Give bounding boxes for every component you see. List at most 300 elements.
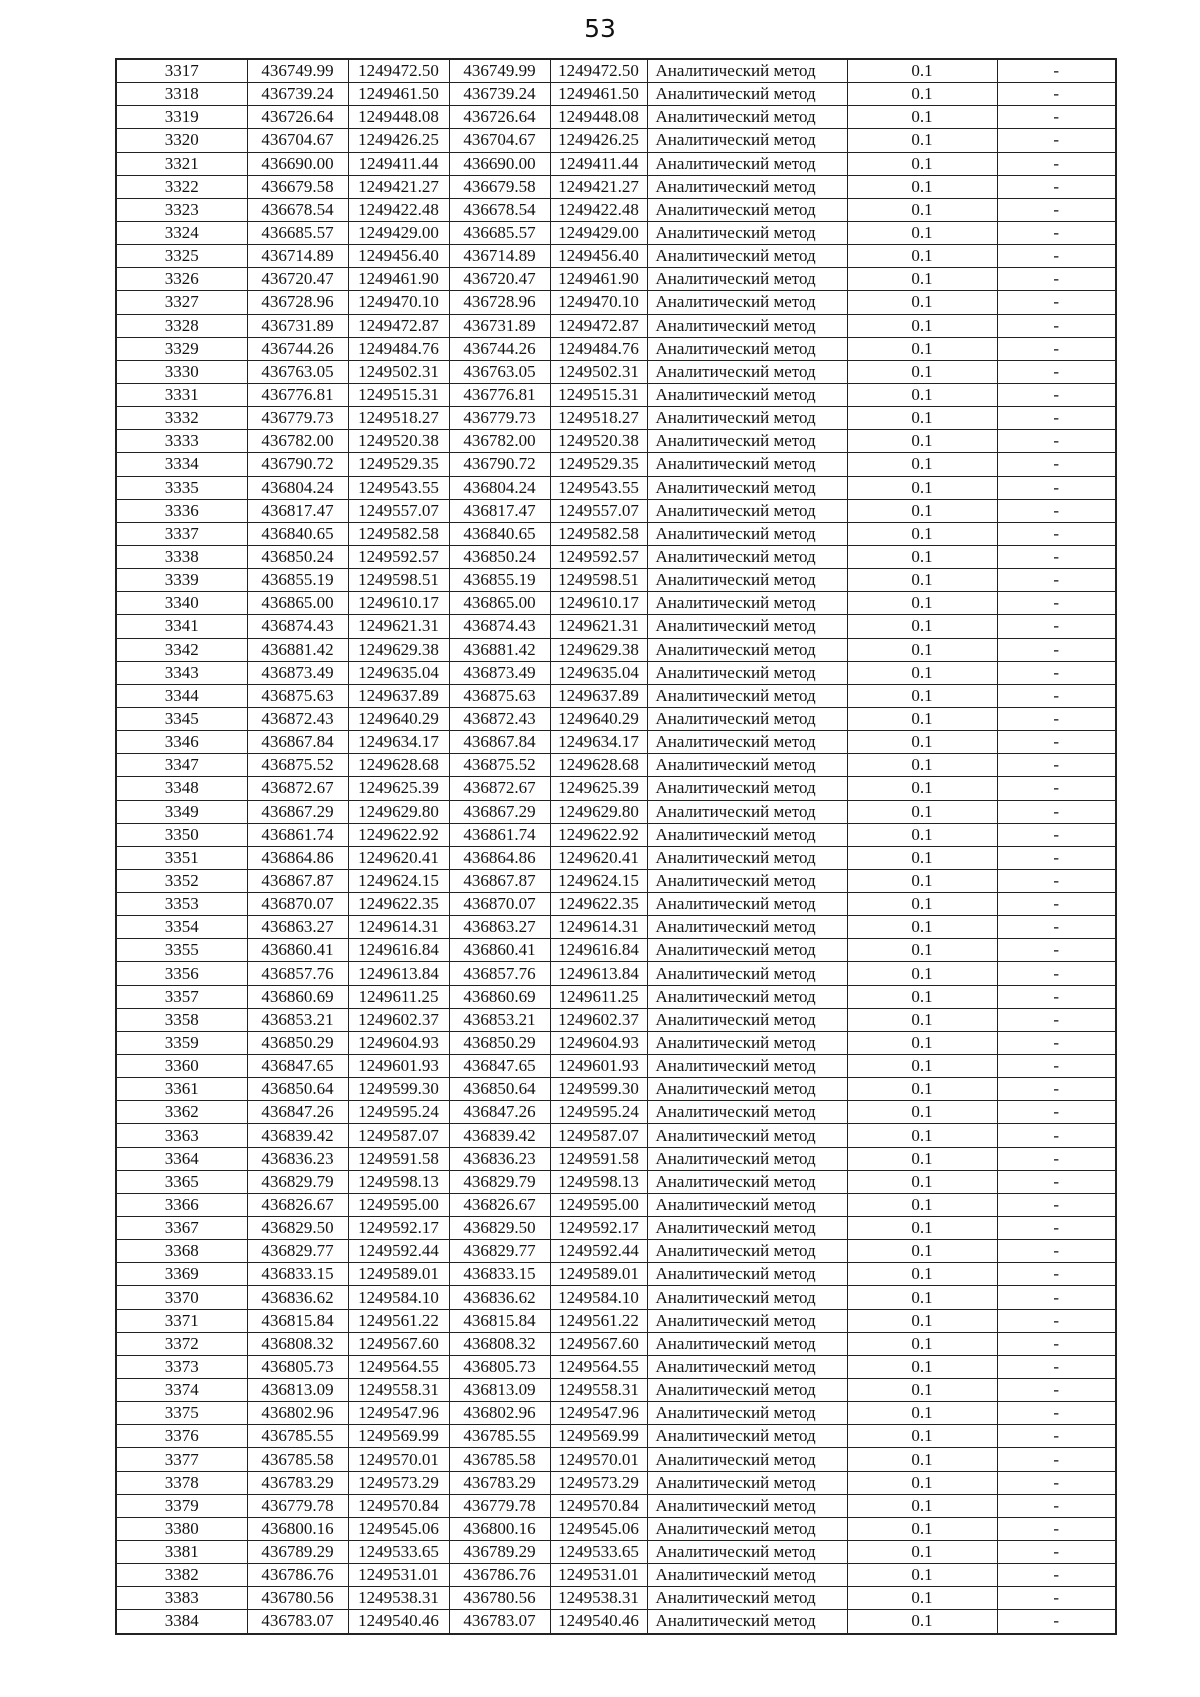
method-cell: Аналитический метод — [647, 592, 847, 615]
method-cell: Аналитический метод — [647, 1170, 847, 1193]
x-existing-cell: 436783.29 — [247, 1471, 348, 1494]
method-cell: Аналитический метод — [647, 1240, 847, 1263]
x-new-cell: 436779.78 — [449, 1494, 550, 1517]
point-number-cell: 3342 — [116, 638, 247, 661]
note-cell: - — [997, 407, 1116, 430]
table-row — [116, 800, 1116, 823]
x-new-cell: 436853.21 — [449, 1008, 550, 1031]
point-number-cell: 3372 — [116, 1332, 247, 1355]
note-cell: - — [997, 545, 1116, 568]
y-existing-cell: 1249529.35 — [348, 453, 449, 476]
x-new-cell: 436867.29 — [449, 800, 550, 823]
y-existing-cell: 1249531.01 — [348, 1564, 449, 1587]
note-cell: - — [997, 985, 1116, 1008]
method-cell: Аналитический метод — [647, 823, 847, 846]
y-new-cell: 1249613.84 — [550, 962, 647, 985]
accuracy-cell: 0.1 — [847, 569, 997, 592]
x-new-cell: 436749.99 — [449, 59, 550, 83]
method-cell: Аналитический метод — [647, 985, 847, 1008]
x-existing-cell: 436863.27 — [247, 916, 348, 939]
x-existing-cell: 436874.43 — [247, 615, 348, 638]
x-new-cell: 436875.63 — [449, 684, 550, 707]
x-new-cell: 436786.76 — [449, 1564, 550, 1587]
x-existing-cell: 436872.67 — [247, 777, 348, 800]
table-row — [116, 731, 1116, 754]
y-new-cell: 1249461.50 — [550, 83, 647, 106]
y-new-cell: 1249624.15 — [550, 869, 647, 892]
accuracy-cell: 0.1 — [847, 1471, 997, 1494]
accuracy-cell: 0.1 — [847, 221, 997, 244]
point-number-cell: 3378 — [116, 1471, 247, 1494]
x-new-cell: 436783.29 — [449, 1471, 550, 1494]
method-cell: Аналитический метод — [647, 1564, 847, 1587]
x-existing-cell: 436780.56 — [247, 1587, 348, 1610]
y-existing-cell: 1249533.65 — [348, 1541, 449, 1564]
y-new-cell: 1249421.27 — [550, 175, 647, 198]
point-number-cell: 3325 — [116, 245, 247, 268]
point-number-cell: 3332 — [116, 407, 247, 430]
method-cell: Аналитический метод — [647, 129, 847, 152]
y-new-cell: 1249584.10 — [550, 1286, 647, 1309]
y-new-cell: 1249622.92 — [550, 823, 647, 846]
point-number-cell: 3381 — [116, 1541, 247, 1564]
y-new-cell: 1249595.00 — [550, 1193, 647, 1216]
accuracy-cell: 0.1 — [847, 476, 997, 499]
accuracy-cell: 0.1 — [847, 522, 997, 545]
y-new-cell: 1249622.35 — [550, 893, 647, 916]
x-new-cell: 436864.86 — [449, 846, 550, 869]
y-existing-cell: 1249616.84 — [348, 939, 449, 962]
x-existing-cell: 436850.64 — [247, 1078, 348, 1101]
point-number-cell: 3367 — [116, 1217, 247, 1240]
accuracy-cell: 0.1 — [847, 1240, 997, 1263]
note-cell: - — [997, 1587, 1116, 1610]
x-existing-cell: 436802.96 — [247, 1402, 348, 1425]
method-cell: Аналитический метод — [647, 337, 847, 360]
x-new-cell: 436847.26 — [449, 1101, 550, 1124]
method-cell: Аналитический метод — [647, 1147, 847, 1170]
point-number-cell: 3346 — [116, 731, 247, 754]
y-new-cell: 1249625.39 — [550, 777, 647, 800]
y-existing-cell: 1249472.50 — [348, 59, 449, 83]
method-cell: Аналитический метод — [647, 499, 847, 522]
note-cell: - — [997, 1564, 1116, 1587]
point-number-cell: 3338 — [116, 545, 247, 568]
method-cell: Аналитический метод — [647, 430, 847, 453]
table-row — [116, 453, 1116, 476]
y-new-cell: 1249620.41 — [550, 846, 647, 869]
x-new-cell: 436850.64 — [449, 1078, 550, 1101]
point-number-cell: 3331 — [116, 383, 247, 406]
point-number-cell: 3369 — [116, 1263, 247, 1286]
accuracy-cell: 0.1 — [847, 823, 997, 846]
table-row — [116, 592, 1116, 615]
point-number-cell: 3340 — [116, 592, 247, 615]
note-cell: - — [997, 1471, 1116, 1494]
x-new-cell: 436785.55 — [449, 1425, 550, 1448]
y-existing-cell: 1249613.84 — [348, 962, 449, 985]
accuracy-cell: 0.1 — [847, 1610, 997, 1634]
y-new-cell: 1249422.48 — [550, 198, 647, 221]
table-row — [116, 1494, 1116, 1517]
note-cell: - — [997, 360, 1116, 383]
note-cell: - — [997, 221, 1116, 244]
x-new-cell: 436785.58 — [449, 1448, 550, 1471]
x-new-cell: 436804.24 — [449, 476, 550, 499]
note-cell: - — [997, 291, 1116, 314]
method-cell: Аналитический метод — [647, 1124, 847, 1147]
note-cell: - — [997, 1332, 1116, 1355]
accuracy-cell: 0.1 — [847, 1263, 997, 1286]
table-row — [116, 1217, 1116, 1240]
note-cell: - — [997, 1008, 1116, 1031]
point-number-cell: 3320 — [116, 129, 247, 152]
y-new-cell: 1249564.55 — [550, 1355, 647, 1378]
note-cell: - — [997, 1240, 1116, 1263]
point-number-cell: 3374 — [116, 1379, 247, 1402]
x-existing-cell: 436836.62 — [247, 1286, 348, 1309]
note-cell: - — [997, 106, 1116, 129]
y-existing-cell: 1249564.55 — [348, 1355, 449, 1378]
method-cell: Аналитический метод — [647, 916, 847, 939]
y-existing-cell: 1249598.13 — [348, 1170, 449, 1193]
y-existing-cell: 1249558.31 — [348, 1379, 449, 1402]
y-existing-cell: 1249592.57 — [348, 545, 449, 568]
y-existing-cell: 1249629.80 — [348, 800, 449, 823]
table-row — [116, 1332, 1116, 1355]
y-existing-cell: 1249599.30 — [348, 1078, 449, 1101]
x-existing-cell: 436776.81 — [247, 383, 348, 406]
method-cell: Аналитический метод — [647, 1610, 847, 1634]
point-number-cell: 3347 — [116, 754, 247, 777]
y-new-cell: 1249589.01 — [550, 1263, 647, 1286]
accuracy-cell: 0.1 — [847, 1355, 997, 1378]
y-new-cell: 1249599.30 — [550, 1078, 647, 1101]
y-existing-cell: 1249470.10 — [348, 291, 449, 314]
point-number-cell: 3377 — [116, 1448, 247, 1471]
table-row — [116, 1471, 1116, 1494]
x-new-cell: 436720.47 — [449, 268, 550, 291]
x-new-cell: 436685.57 — [449, 221, 550, 244]
accuracy-cell: 0.1 — [847, 430, 997, 453]
table-row — [116, 707, 1116, 730]
table-row — [116, 1402, 1116, 1425]
point-number-cell: 3319 — [116, 106, 247, 129]
y-existing-cell: 1249634.17 — [348, 731, 449, 754]
accuracy-cell: 0.1 — [847, 754, 997, 777]
x-new-cell: 436860.69 — [449, 985, 550, 1008]
accuracy-cell: 0.1 — [847, 1124, 997, 1147]
y-existing-cell: 1249429.00 — [348, 221, 449, 244]
y-new-cell: 1249614.31 — [550, 916, 647, 939]
x-existing-cell: 436744.26 — [247, 337, 348, 360]
table-row — [116, 1170, 1116, 1193]
accuracy-cell: 0.1 — [847, 545, 997, 568]
note-cell: - — [997, 453, 1116, 476]
table-row — [116, 962, 1116, 985]
table-row — [116, 383, 1116, 406]
x-existing-cell: 436714.89 — [247, 245, 348, 268]
accuracy-cell: 0.1 — [847, 291, 997, 314]
x-new-cell: 436867.84 — [449, 731, 550, 754]
note-cell: - — [997, 869, 1116, 892]
method-cell: Аналитический метод — [647, 1379, 847, 1402]
note-cell: - — [997, 661, 1116, 684]
x-new-cell: 436861.74 — [449, 823, 550, 846]
method-cell: Аналитический метод — [647, 1263, 847, 1286]
method-cell: Аналитический метод — [647, 1425, 847, 1448]
point-number-cell: 3359 — [116, 1031, 247, 1054]
note-cell: - — [997, 1610, 1116, 1634]
y-new-cell: 1249582.58 — [550, 522, 647, 545]
table-row — [116, 1240, 1116, 1263]
y-new-cell: 1249531.01 — [550, 1564, 647, 1587]
y-new-cell: 1249591.58 — [550, 1147, 647, 1170]
x-existing-cell: 436865.00 — [247, 592, 348, 615]
table-row — [116, 129, 1116, 152]
x-existing-cell: 436860.69 — [247, 985, 348, 1008]
y-new-cell: 1249461.90 — [550, 268, 647, 291]
note-cell: - — [997, 1494, 1116, 1517]
table-row — [116, 83, 1116, 106]
x-new-cell: 436690.00 — [449, 152, 550, 175]
y-existing-cell: 1249601.93 — [348, 1055, 449, 1078]
x-existing-cell: 436739.24 — [247, 83, 348, 106]
y-new-cell: 1249538.31 — [550, 1587, 647, 1610]
table-row — [116, 1355, 1116, 1378]
table-row — [116, 545, 1116, 568]
x-existing-cell: 436800.16 — [247, 1517, 348, 1540]
y-new-cell: 1249573.29 — [550, 1471, 647, 1494]
note-cell: - — [997, 846, 1116, 869]
y-new-cell: 1249540.46 — [550, 1610, 647, 1634]
accuracy-cell: 0.1 — [847, 453, 997, 476]
y-existing-cell: 1249592.17 — [348, 1217, 449, 1240]
y-new-cell: 1249502.31 — [550, 360, 647, 383]
x-existing-cell: 436853.21 — [247, 1008, 348, 1031]
x-new-cell: 436704.67 — [449, 129, 550, 152]
y-existing-cell: 1249461.50 — [348, 83, 449, 106]
y-new-cell: 1249472.50 — [550, 59, 647, 83]
method-cell: Аналитический метод — [647, 707, 847, 730]
table-row — [116, 499, 1116, 522]
method-cell: Аналитический метод — [647, 1517, 847, 1540]
method-cell: Аналитический метод — [647, 545, 847, 568]
point-number-cell: 3335 — [116, 476, 247, 499]
table-row — [116, 175, 1116, 198]
note-cell: - — [997, 754, 1116, 777]
x-existing-cell: 436855.19 — [247, 569, 348, 592]
y-existing-cell: 1249620.41 — [348, 846, 449, 869]
accuracy-cell: 0.1 — [847, 1217, 997, 1240]
note-cell: - — [997, 175, 1116, 198]
x-existing-cell: 436817.47 — [247, 499, 348, 522]
accuracy-cell: 0.1 — [847, 893, 997, 916]
x-new-cell: 436780.56 — [449, 1587, 550, 1610]
y-existing-cell: 1249614.31 — [348, 916, 449, 939]
x-existing-cell: 436833.15 — [247, 1263, 348, 1286]
x-new-cell: 436860.41 — [449, 939, 550, 962]
x-existing-cell: 436860.41 — [247, 939, 348, 962]
note-cell: - — [997, 800, 1116, 823]
point-number-cell: 3337 — [116, 522, 247, 545]
accuracy-cell: 0.1 — [847, 1193, 997, 1216]
y-new-cell: 1249567.60 — [550, 1332, 647, 1355]
method-cell: Аналитический метод — [647, 846, 847, 869]
point-number-cell: 3321 — [116, 152, 247, 175]
table-row — [116, 152, 1116, 175]
y-existing-cell: 1249426.25 — [348, 129, 449, 152]
accuracy-cell: 0.1 — [847, 268, 997, 291]
y-existing-cell: 1249624.15 — [348, 869, 449, 892]
y-new-cell: 1249426.25 — [550, 129, 647, 152]
accuracy-cell: 0.1 — [847, 638, 997, 661]
note-cell: - — [997, 1541, 1116, 1564]
accuracy-cell: 0.1 — [847, 1008, 997, 1031]
point-number-cell: 3353 — [116, 893, 247, 916]
method-cell: Аналитический метод — [647, 1587, 847, 1610]
x-existing-cell: 436779.73 — [247, 407, 348, 430]
method-cell: Аналитический метод — [647, 291, 847, 314]
accuracy-cell: 0.1 — [847, 129, 997, 152]
table-row — [116, 1379, 1116, 1402]
table-row — [116, 360, 1116, 383]
accuracy-cell: 0.1 — [847, 1517, 997, 1540]
y-existing-cell: 1249622.92 — [348, 823, 449, 846]
accuracy-cell: 0.1 — [847, 1332, 997, 1355]
method-cell: Аналитический метод — [647, 569, 847, 592]
y-new-cell: 1249570.01 — [550, 1448, 647, 1471]
point-number-cell: 3336 — [116, 499, 247, 522]
note-cell: - — [997, 1055, 1116, 1078]
point-number-cell: 3351 — [116, 846, 247, 869]
y-existing-cell: 1249515.31 — [348, 383, 449, 406]
method-cell: Аналитический метод — [647, 1332, 847, 1355]
point-number-cell: 3361 — [116, 1078, 247, 1101]
point-number-cell: 3371 — [116, 1309, 247, 1332]
accuracy-cell: 0.1 — [847, 83, 997, 106]
point-number-cell: 3376 — [116, 1425, 247, 1448]
x-new-cell: 436739.24 — [449, 83, 550, 106]
note-cell: - — [997, 684, 1116, 707]
x-existing-cell: 436726.64 — [247, 106, 348, 129]
y-existing-cell: 1249448.08 — [348, 106, 449, 129]
y-new-cell: 1249558.31 — [550, 1379, 647, 1402]
x-new-cell: 436815.84 — [449, 1309, 550, 1332]
y-existing-cell: 1249595.00 — [348, 1193, 449, 1216]
y-new-cell: 1249429.00 — [550, 221, 647, 244]
method-cell: Аналитический метод — [647, 522, 847, 545]
y-new-cell: 1249629.38 — [550, 638, 647, 661]
y-existing-cell: 1249592.44 — [348, 1240, 449, 1263]
x-new-cell: 436805.73 — [449, 1355, 550, 1378]
y-existing-cell: 1249635.04 — [348, 661, 449, 684]
y-existing-cell: 1249570.01 — [348, 1448, 449, 1471]
y-new-cell: 1249610.17 — [550, 592, 647, 615]
accuracy-cell: 0.1 — [847, 1379, 997, 1402]
table-row — [116, 522, 1116, 545]
y-new-cell: 1249569.99 — [550, 1425, 647, 1448]
accuracy-cell: 0.1 — [847, 846, 997, 869]
table-row — [116, 1286, 1116, 1309]
x-existing-cell: 436836.23 — [247, 1147, 348, 1170]
x-new-cell: 436714.89 — [449, 245, 550, 268]
note-cell: - — [997, 1078, 1116, 1101]
x-existing-cell: 436867.87 — [247, 869, 348, 892]
point-number-cell: 3355 — [116, 939, 247, 962]
x-new-cell: 436847.65 — [449, 1055, 550, 1078]
y-existing-cell: 1249604.93 — [348, 1031, 449, 1054]
point-number-cell: 3383 — [116, 1587, 247, 1610]
x-existing-cell: 436728.96 — [247, 291, 348, 314]
x-existing-cell: 436850.29 — [247, 1031, 348, 1054]
y-new-cell: 1249602.37 — [550, 1008, 647, 1031]
point-number-cell: 3343 — [116, 661, 247, 684]
point-number-cell: 3360 — [116, 1055, 247, 1078]
table-row — [116, 407, 1116, 430]
accuracy-cell: 0.1 — [847, 1147, 997, 1170]
x-new-cell: 436726.64 — [449, 106, 550, 129]
table-row — [116, 106, 1116, 129]
accuracy-cell: 0.1 — [847, 869, 997, 892]
x-new-cell: 436782.00 — [449, 430, 550, 453]
accuracy-cell: 0.1 — [847, 1564, 997, 1587]
table-row — [116, 1425, 1116, 1448]
table-row — [116, 754, 1116, 777]
note-cell: - — [997, 499, 1116, 522]
y-existing-cell: 1249472.87 — [348, 314, 449, 337]
table-row — [116, 1147, 1116, 1170]
method-cell: Аналитический метод — [647, 754, 847, 777]
method-cell: Аналитический метод — [647, 175, 847, 198]
point-number-cell: 3373 — [116, 1355, 247, 1378]
method-cell: Аналитический метод — [647, 684, 847, 707]
y-new-cell: 1249543.55 — [550, 476, 647, 499]
table-row — [116, 1263, 1116, 1286]
x-new-cell: 436867.87 — [449, 869, 550, 892]
point-number-cell: 3318 — [116, 83, 247, 106]
accuracy-cell: 0.1 — [847, 407, 997, 430]
y-existing-cell: 1249602.37 — [348, 1008, 449, 1031]
table-row — [116, 1541, 1116, 1564]
note-cell: - — [997, 777, 1116, 800]
x-new-cell: 436839.42 — [449, 1124, 550, 1147]
x-new-cell: 436790.72 — [449, 453, 550, 476]
note-cell: - — [997, 476, 1116, 499]
y-new-cell: 1249587.07 — [550, 1124, 647, 1147]
x-new-cell: 436679.58 — [449, 175, 550, 198]
x-new-cell: 436836.62 — [449, 1286, 550, 1309]
method-cell: Аналитический метод — [647, 1541, 847, 1564]
y-existing-cell: 1249622.35 — [348, 893, 449, 916]
accuracy-cell: 0.1 — [847, 1286, 997, 1309]
y-new-cell: 1249634.17 — [550, 731, 647, 754]
table-row — [116, 638, 1116, 661]
x-new-cell: 436779.73 — [449, 407, 550, 430]
y-new-cell: 1249472.87 — [550, 314, 647, 337]
x-existing-cell: 436749.99 — [247, 59, 348, 83]
point-number-cell: 3348 — [116, 777, 247, 800]
y-new-cell: 1249533.65 — [550, 1541, 647, 1564]
method-cell: Аналитический метод — [647, 245, 847, 268]
x-existing-cell: 436872.43 — [247, 707, 348, 730]
note-cell: - — [997, 129, 1116, 152]
x-new-cell: 436776.81 — [449, 383, 550, 406]
y-new-cell: 1249520.38 — [550, 430, 647, 453]
x-existing-cell: 436783.07 — [247, 1610, 348, 1634]
accuracy-cell: 0.1 — [847, 499, 997, 522]
accuracy-cell: 0.1 — [847, 1031, 997, 1054]
